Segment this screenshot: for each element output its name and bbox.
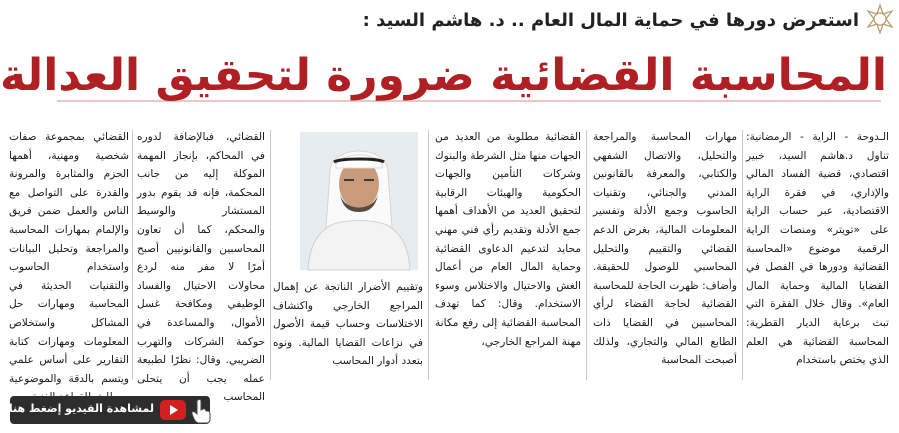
watch-video-label: لمشاهدة الفيديو إضغط هنا bbox=[8, 402, 154, 415]
column-5-text: القضائي، فبالإضافة لدوره في المحاكم، بإنجاز المهمة الموكلة إليه من جانب المحكمة، فإنه قد يقوم بدور المستشار والوسيط والمحكم، كما أن تعاون المحاسبين والقانونيين أصبح أمرًا لا مفر منه لردع محاولات الاحتيال والفساد الوظيفي ومكافحة غسل الأموال، والمساعدة في حوكمة الشركات والتهرب الضريبي. وقال: نظرًا لطبيعة عمله يجب أن يتحلى المحاسب bbox=[137, 131, 265, 404]
column-6-text: القضائي بمجموعة صفات شخصية ومهنية، أهمها الحزم والمثابرة والمرونة والقدرة على التواصل مع الناس والعمل ضمن فريق والإلمام بمهارات المحاسبة والمراجعة وتحليل البيانات واستخدام الحاسوب والتقنيات الحديثة في المحاسبة ومهارات حل المشاكل واستخلاص المعلومات ومهارات كتابة التقارير على أساس علمي ويتسم بالدقة والموضوعية bbox=[9, 131, 129, 385]
article-column-1 bbox=[746, 128, 889, 388]
column-divider bbox=[132, 130, 133, 380]
pointing-hand-icon bbox=[190, 398, 212, 424]
column-1-text: الـدوحة - الراية - الرمضانية: تناول د.هاشم السيد، خبير اقتصادي، قضية الفساد المالي والإداري، في فقرة الراية الاقتصادية، عبر حساب الراية على «تويتر» ومنصات الراية الرقمية موضوع «المحاسبة القضائية ودورها في الفصل في القضايا المالية وحماية المال العام». وقال خلال الفقرة التي تبث برعاية الديار القطرية: المحاسبة القضائية هي العلم الذي يختص باستخدام bbox=[746, 131, 889, 367]
article-column-6 bbox=[9, 128, 129, 390]
watch-video-button[interactable] bbox=[10, 396, 210, 424]
article-kicker: استعرض دورها في حماية المال العام .. د. هاشم السيد : bbox=[362, 10, 859, 31]
article-column-2 bbox=[593, 128, 737, 390]
article-column-4 bbox=[273, 128, 423, 390]
column-divider bbox=[428, 130, 429, 380]
article-column-3 bbox=[435, 128, 581, 390]
column-4-text: وتقييم الأضرار الناتجة عن إهمال المراجع الخارجي واكتشاف الاختلاسات وحساب قيمة الأصول في نزاعات القضايا المالية. ونوه بتعدد أدوار المحاسب bbox=[273, 281, 423, 368]
article-headline: المحاسبة القضائية ضرورة لتحقيق العدالة bbox=[17, 38, 887, 114]
column-divider bbox=[270, 130, 271, 380]
column-divider bbox=[742, 130, 743, 380]
article-column-5 bbox=[137, 128, 265, 404]
youtube-play-icon bbox=[160, 400, 186, 420]
column-2-text: مهارات المحاسبة والمراجعة والتحليل، والاتصال الشفهي والكتابي، والمعرفة بالقانونين المدني والجنائي، وتقنيات الحاسوب وجمع الأدلة وتفسير المعلومات المالية، بغرض الدعم القضائي والتقييم والتحليل المحاسبي للوصول للحقيقة. وأضاف: ظهرت الحاجة للمحاسبة القضائية لحاجة القضاء لرأي المحاسبين في القضايا ذات الطابع المالي والتجاري، ولذلك أصبحت المحاسبة bbox=[593, 131, 737, 367]
column-3-text: القضائية مطلوبة من العديد من الجهات منها مثل الشرطة والبنوك وشركات التأمين والجهات الحكومية والهيئات الرقابية لتحقيق العديد من الأهداف أهمها جمع الأدلة وتقديم رأي فني مهني محايد لتدعيم الدعاوى القضائية وحماية المال العام من أعمال الغش والاحتيال والاختلاس وسوء الاستخدام. وقال: كما تهدف المحاسبة القضائية إلى رفع مكانة مهنة المراجع الخارجي، bbox=[435, 131, 581, 348]
decorative-ornament-icon bbox=[863, 2, 897, 36]
column-divider bbox=[586, 130, 587, 380]
